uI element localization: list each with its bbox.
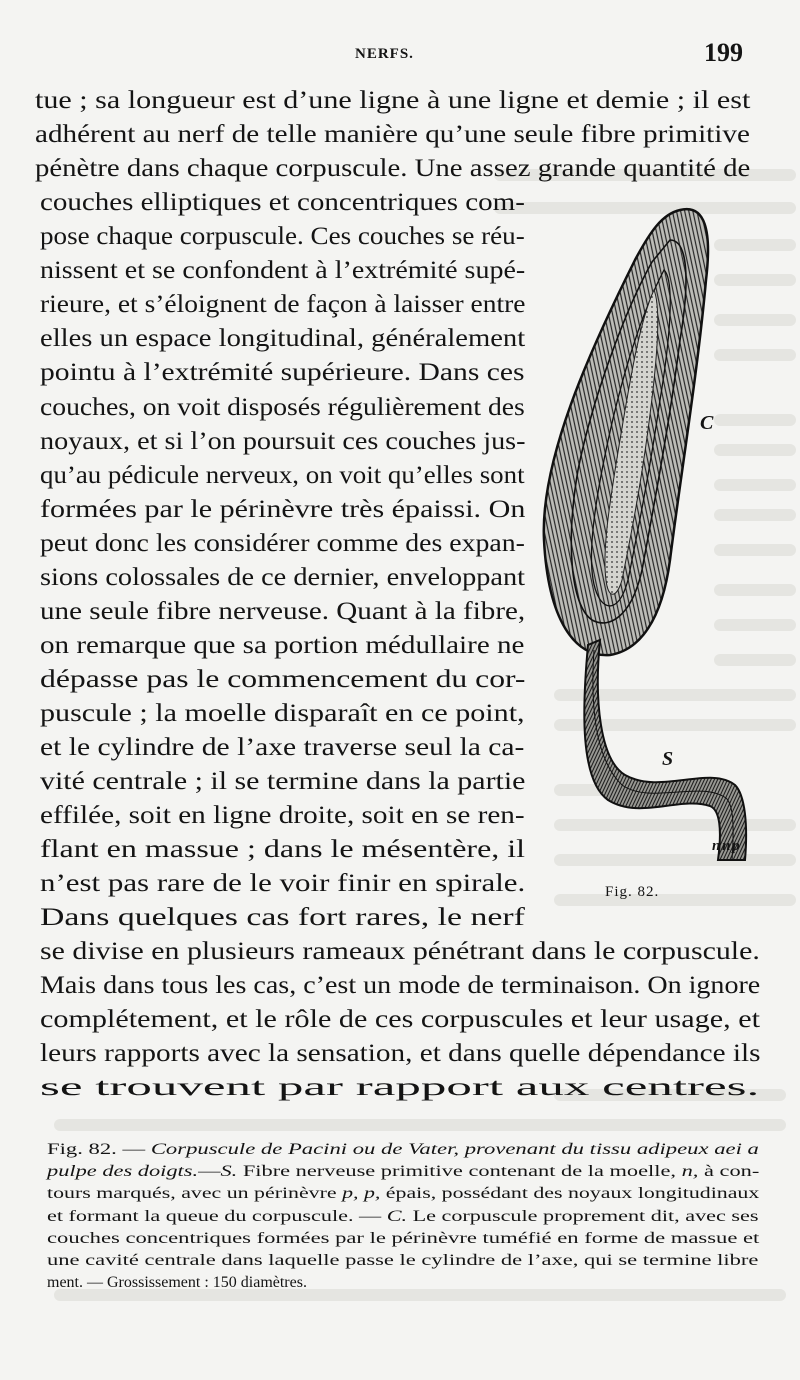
figure-letter-c: C	[700, 412, 714, 434]
caption-line	[47, 1272, 307, 1294]
body-line: pointu à l’extrémité supérieure. Dans ces	[40, 359, 525, 386]
caption-run: Fig. 82. —	[47, 1141, 151, 1158]
caption-run: C.	[386, 1207, 408, 1225]
body-line: Mais dans tous les cas, c’est un mode de terminaison. On ignore	[40, 972, 761, 999]
running-head: NERFS.	[355, 46, 414, 62]
body-line: complétement, et le rôle de ces corpuscules et leur usage, et	[40, 1006, 760, 1033]
caption-run: Le corpuscule proprement dit, avec ses	[407, 1207, 759, 1225]
body-line: dépasse pas le commencement du cor-	[40, 666, 526, 693]
caption-run: tours marqués, avec un périnèvre	[47, 1185, 343, 1203]
body-line: pénètre dans chaque corpuscule. Une assez grande quantité de	[35, 155, 751, 182]
body-line: n’est pas rare de le voir finir en spirale.	[40, 870, 526, 897]
body-line: vité centrale ; il se termine dans la partie	[40, 768, 526, 795]
caption-run: et formant la queue du corpuscule. —	[47, 1207, 387, 1225]
body-line: sions colossales de ce dernier, enveloppant	[40, 564, 526, 591]
body-line: pose chaque corpuscule. Ces couches se réu-	[40, 223, 525, 250]
body-line: et le cylindre de l’axe traverse seul la ca-	[40, 734, 525, 761]
caption-line	[47, 1183, 759, 1205]
caption-run: épais, possédant des noyaux longitudinaux	[380, 1185, 760, 1203]
body-line: formées par le périnèvre très épaissi. On	[40, 496, 526, 523]
body-line: nissent et se confondent à l’extrémité supé-	[40, 257, 526, 284]
body-line: qu’au pédicule nerveux, on voit qu’elles sont	[40, 462, 525, 489]
caption-line	[47, 1161, 759, 1183]
caption-run: à con-	[698, 1163, 760, 1181]
caption-run: —	[198, 1163, 221, 1181]
figure-label: Fig. 82.	[605, 884, 660, 900]
caption-line	[47, 1250, 758, 1272]
figure-letters-n-p: n n p	[712, 838, 739, 854]
body-line: leurs rapports avec la sensation, et dans quelle dépendance ils	[40, 1040, 761, 1067]
caption-run: S.	[220, 1163, 238, 1181]
body-line: rieure, et s’éloignent de façon à laisser entre	[40, 291, 526, 318]
body-line: adhérent au nerf de telle manière qu’une seule fibre primitive	[35, 121, 750, 148]
body-line: couches, on voit disposés régulièrement des	[40, 394, 525, 421]
body-line: se trouvent par rapport aux centres.	[40, 1074, 760, 1101]
body-line: tue ; sa longueur est d’une ligne à une ligne et demie ; il est	[35, 87, 751, 114]
body-line: effilée, soit en ligne droite, soit en se ren-	[40, 802, 525, 829]
page-number: 199	[704, 38, 743, 67]
caption-line	[47, 1139, 759, 1161]
caption-line	[47, 1206, 758, 1228]
caption-run: p, p,	[342, 1185, 381, 1203]
caption-run: Fibre nerveuse primitive contenant de la moelle,	[237, 1163, 682, 1181]
caption-run: une cavité centrale dans laquelle passe le cylindre de l’axe, qui se termine libre	[47, 1252, 759, 1269]
body-line: on remarque que sa portion médullaire ne	[40, 632, 525, 659]
body-line: puscule ; la moelle disparaît en ce point,	[40, 700, 525, 727]
pacinian-corpuscle-illustration	[530, 200, 770, 880]
caption-line	[47, 1228, 759, 1250]
body-line: flant en massue ; dans le mésentère, il	[40, 836, 526, 863]
caption-run: pulpe des doigts.	[47, 1163, 199, 1181]
body-line: elles un espace longitudinal, généralement	[40, 325, 526, 352]
body-line: une seule fibre nerveuse. Quant à la fibre,	[40, 598, 526, 625]
body-line: se divise en plusieurs rameaux pénétrant dans le corpuscule.	[40, 938, 760, 965]
body-line: peut donc les considérer comme des expan-	[40, 530, 525, 557]
caption-run: n,	[681, 1163, 699, 1181]
body-line: couches elliptiques et concentriques com-	[40, 189, 525, 216]
caption-run: couches concentriques formées par le périnèvre tuméfié en forme de massue et	[47, 1229, 760, 1247]
caption-run: ment. — Grossissement : 150 diamètres.	[47, 1274, 307, 1292]
body-line: Dans quelques cas fort rares, le nerf	[40, 904, 525, 931]
caption-run: Corpuscule de Pacini ou de Vater, provenant du tissu adipeux aei a	[150, 1141, 759, 1158]
body-line: noyaux, et si l’on poursuit ces couches jus-	[40, 428, 526, 455]
figure-letter-s: S	[662, 748, 674, 770]
